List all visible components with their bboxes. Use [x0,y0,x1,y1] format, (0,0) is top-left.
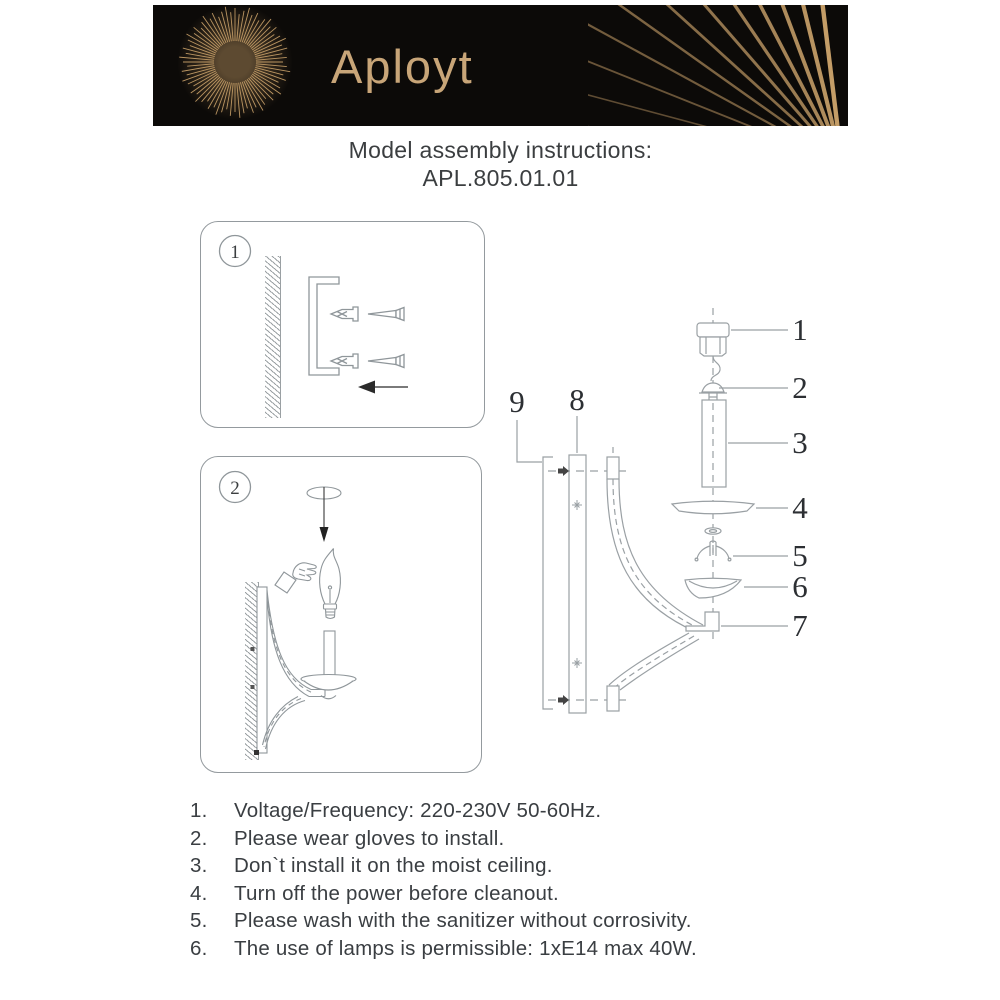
part-ring [705,528,721,534]
item-text: Turn off the power before cleanout. [234,881,559,905]
hand-icon [275,563,316,593]
item-text: Voltage/Frequency: 220-230V 50-60Hz. [234,799,602,822]
step2-drawing [201,457,481,772]
part-label-2: 2 [792,370,808,405]
screw-mark [251,685,255,689]
starburst-ray [207,79,222,101]
leader-lines [517,330,788,626]
part-socket [697,323,729,356]
bulb-icon [320,549,341,619]
part-tube [702,400,726,487]
part-spider [695,541,731,561]
item-number: 3. [190,854,208,878]
item-number: 6. [190,936,208,960]
corner-rays-icon [588,5,848,126]
wall-anchor [331,354,358,368]
starburst-ray [186,53,215,58]
screw [368,355,404,368]
page-title: Model assembly instructions: [348,137,653,163]
part-plate [672,501,754,514]
screw-icon [558,466,569,476]
screw [368,308,404,321]
part-label-5: 5 [792,538,808,573]
screw-icon [558,695,569,705]
model-number: APL.805.01.01 [422,165,579,191]
step1-drawing [201,222,484,427]
part-label-3: 3 [792,425,808,460]
sconce-arm [263,590,326,749]
step-number: 1 [230,242,240,263]
part-label-8: 8 [569,382,585,417]
item-number: 2. [190,826,208,850]
starburst-ray [237,14,239,41]
part-elbow [686,612,719,631]
part-label-7: 7 [792,608,808,643]
wall-anchor [331,307,358,321]
item-number: 5. [190,909,208,933]
screw-mark [251,647,255,651]
list-item [190,907,850,935]
brand-header [153,5,848,126]
brand-wordmark: Aployt [331,40,474,93]
direction-arrow-icon [358,381,408,394]
instruction-list [190,797,850,963]
starburst-ray [252,34,274,49]
starburst-ray [256,54,283,59]
part-bowl [685,578,741,598]
item-number: 1. [190,799,208,822]
step-panel-2 [200,456,482,773]
list-item [190,880,850,908]
list-item [190,852,850,880]
backplate [257,587,267,753]
step-panel-1 [200,221,485,428]
list-item [190,797,850,825]
starburst-logo-icon [153,5,343,126]
item-number: 4. [190,881,208,905]
mount-lines [548,471,632,700]
list-item [190,825,850,853]
title-block [153,136,848,192]
item-text: Don`t install it on the moist ceiling. [234,854,553,878]
part-label-1: 1 [792,312,808,347]
part-label-6: 6 [792,569,808,604]
exploded-diagram [490,290,840,730]
starburst-ray [231,12,234,41]
starburst-ray [187,64,214,66]
part-label-4: 4 [792,490,808,525]
item-text: Please wash with the sanitizer without corrosivity. [234,909,692,933]
starburst-ray [227,83,232,110]
list-item [190,935,850,963]
part-backplate [569,455,586,713]
item-text: Please wear gloves to install. [234,826,505,850]
fan-ray [790,5,842,126]
item-text: The use of lamps is permissible: 1xE14 max 40W. [234,936,697,960]
insert-arrow-head [320,527,329,542]
part-bracket [543,457,553,709]
step-number: 2 [230,478,240,499]
part-label-9: 9 [509,384,525,419]
screw-mark [254,750,259,755]
starburst-ray [210,19,225,44]
